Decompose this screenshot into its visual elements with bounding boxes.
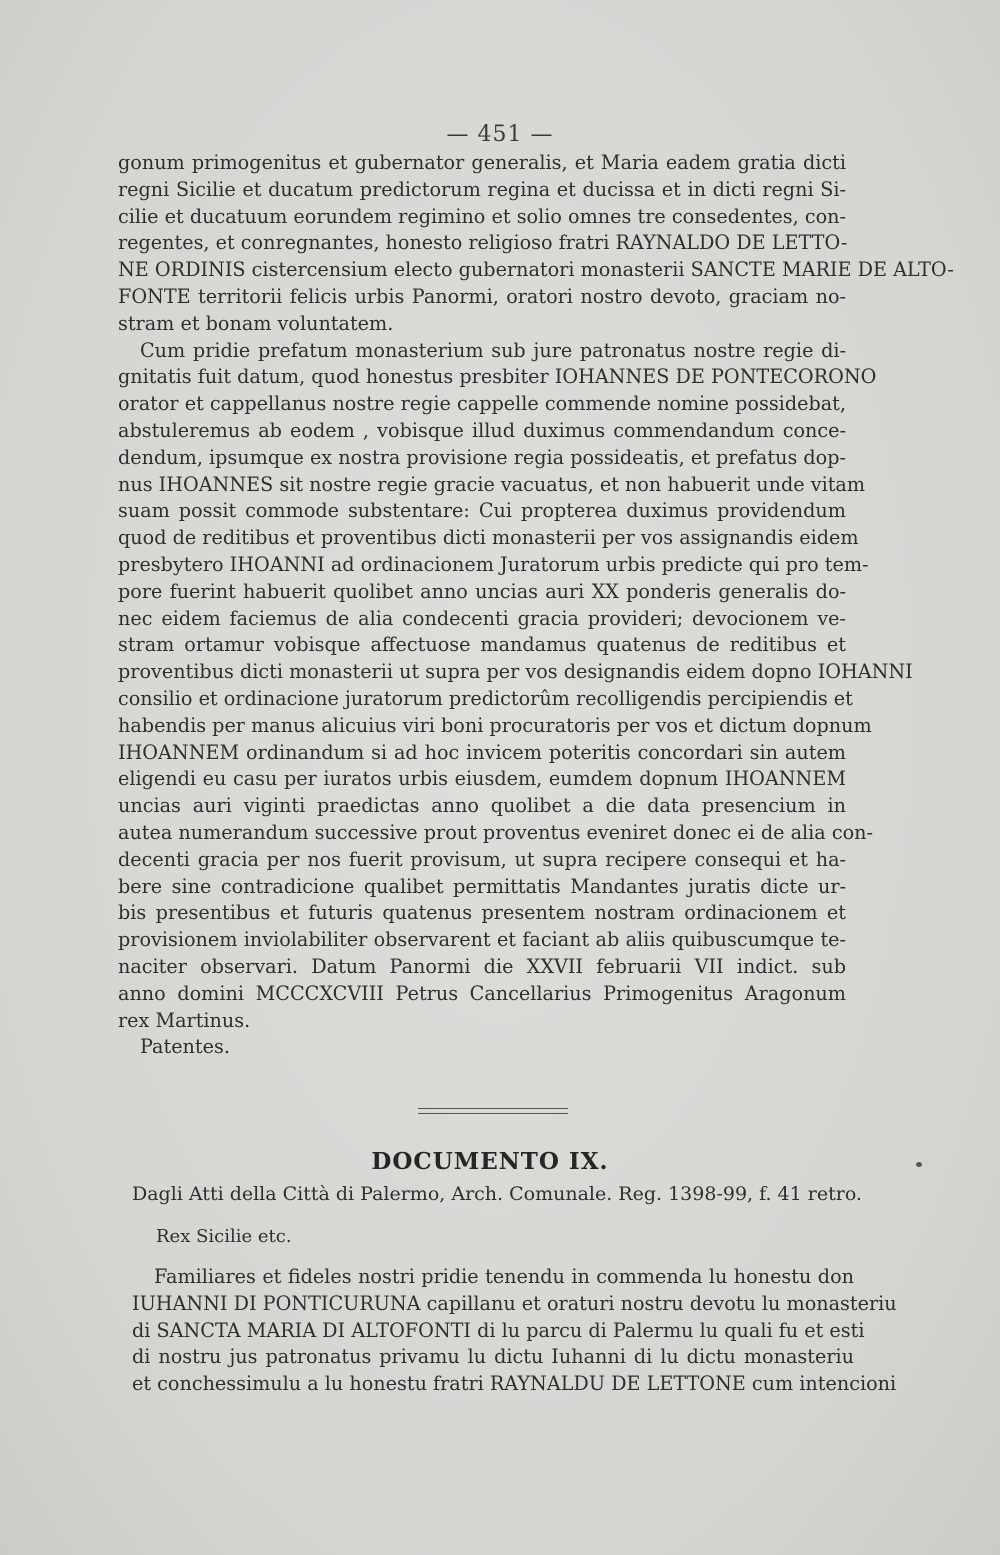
text-line: NE ORDINIS cistercensium electo gubernatori monasterii SANCTE MARIE DE ALTO-: [118, 258, 954, 282]
text-line: uncias auri viginti praedictas anno quolibet a die data presencium in: [118, 794, 846, 818]
text-line: decenti gracia per nos fuerit provisum, ut supra recipere consequi et ha-: [118, 847, 846, 871]
text-line: anno domini MCCCXCVIII Petrus Cancellarius Primogenitus Aragonum: [118, 981, 846, 1005]
text-line: rex Martinus.: [118, 1008, 251, 1032]
text-line: abstuleremus ab eodem , vobisque illud duximus commendandum conce-: [118, 418, 846, 442]
text-line: et conchessimulu a lu honestu fratri RAYNALDU DE LETTONE cum intencioni: [132, 1372, 897, 1396]
text-line: gonum primogenitus et gubernator generalis, et Maria eadem gratia dicti: [118, 151, 846, 174]
text-line: regentes, et conregnantes, honesto religioso fratri RAYNALDO DE LETTO-: [118, 231, 848, 255]
document-body: [132, 1264, 897, 1398]
text-line: IHOANNEM ordinandum si ad hoc invicem poteritis concordari sin autem: [118, 740, 846, 764]
text-line: proventibus dicti monasterii ut supra per vos designandis eidem dopno IOHANNI: [118, 660, 913, 684]
text-line: Familiares et fideles nostri pridie tenendu in commenda lu honestu don: [154, 1265, 854, 1288]
section-divider: [418, 1108, 568, 1114]
text-line: regni Sicilie et ducatum predictorum regina et ducissa et in dicti regni Si-: [118, 177, 846, 201]
text-line: Patentes.: [140, 1035, 230, 1059]
text-line: suam possit commode substentare: Cui propterea duximus providendum: [118, 499, 846, 523]
text-line: orator et cappellanus nostre regie cappelle commende nomine possidebat,: [118, 392, 846, 416]
text-line: provisionem inviolabiliter observarent et faciant ab aliis quibuscumque te-: [118, 928, 846, 952]
text-line: habendis per manus alicuius viri boni procuratoris per vos et dictum dopnum: [118, 713, 872, 737]
text-line: di nostru jus patronatus privamu lu dictu Iuhanni di lu dictu monasteriu: [132, 1345, 854, 1369]
letter-body: [118, 150, 954, 1061]
text-line: stram et bonam voluntatem.: [118, 311, 394, 335]
text-line: nec eidem faciemus de alia condecenti gracia provideri; devocionem ve-: [118, 606, 846, 630]
document-address: Rex Sicilie etc.: [156, 1226, 292, 1247]
document-heading: DOCUMENTO IX.: [371, 1148, 609, 1175]
text-line: naciter observari. Datum Panormi die XXVII februarii VII indict. sub: [118, 954, 846, 978]
text-line: eligendi eu casu per iuratos urbis eiusdem, eumdem dopnum IHOANNEM: [118, 767, 846, 791]
text-line: consilio et ordinacione juratorum predictorûm recolligendis percipiendis et: [118, 686, 853, 710]
stray-mark: [916, 1162, 922, 1167]
text-line: cilie et ducatuum eorundem regimino et solio omnes tre consedentes, con-: [118, 204, 846, 228]
text-line: Cum pridie prefatum monasterium sub jure patronatus nostre regie di-: [140, 338, 846, 362]
text-line: stram ortamur vobisque affectuose mandamus quatenus de reditibus et: [118, 633, 846, 657]
text-line: nus IHOANNES sit nostre regie gracie vacuatus, et non habuerit unde vitam: [118, 472, 866, 496]
text-line: gnitatis fuit datum, quod honestus presbiter IOHANNES DE PONTECORONO: [118, 365, 877, 389]
text-line: FONTE territorii felicis urbis Panormi, oratori nostro devoto, graciam no-: [118, 284, 846, 308]
text-line: IUHANNI DI PONTICURUNA capillanu et oraturi nostru devotu lu monasteriu: [132, 1291, 897, 1315]
document-source: Dagli Atti della Città di Palermo, Arch. Comunale. Reg. 1398-99, f. 41 retro.: [132, 1183, 862, 1205]
text-line: presbytero IHOANNI ad ordinacionem Juratorum urbis predicte qui pro tem-: [118, 552, 869, 576]
text-line: dendum, ipsumque ex nostra provisione regia possideatis, et prefatus dop-: [118, 445, 846, 469]
text-line: pore fuerint habuerit quolibet anno uncias auri XX ponderis generalis do-: [118, 579, 846, 603]
text-line: autea numerandum successive prout proventus eveniret donec ei de alia con-: [118, 820, 873, 844]
text-line: quod de reditibus et proventibus dicti monasterii per vos assignandis eidem: [118, 526, 859, 550]
text-line: di SANCTA MARIA DI ALTOFONTI di lu parcu di Palermu lu quali fu et esti: [132, 1318, 865, 1342]
text-line: bere sine contradicione qualibet permittatis Mandantes juratis dicte ur-: [118, 874, 846, 898]
page-number: — 451 —: [446, 122, 554, 147]
text-line: bis presentibus et futuris quatenus presentem nostram ordinacionem et: [118, 901, 846, 925]
